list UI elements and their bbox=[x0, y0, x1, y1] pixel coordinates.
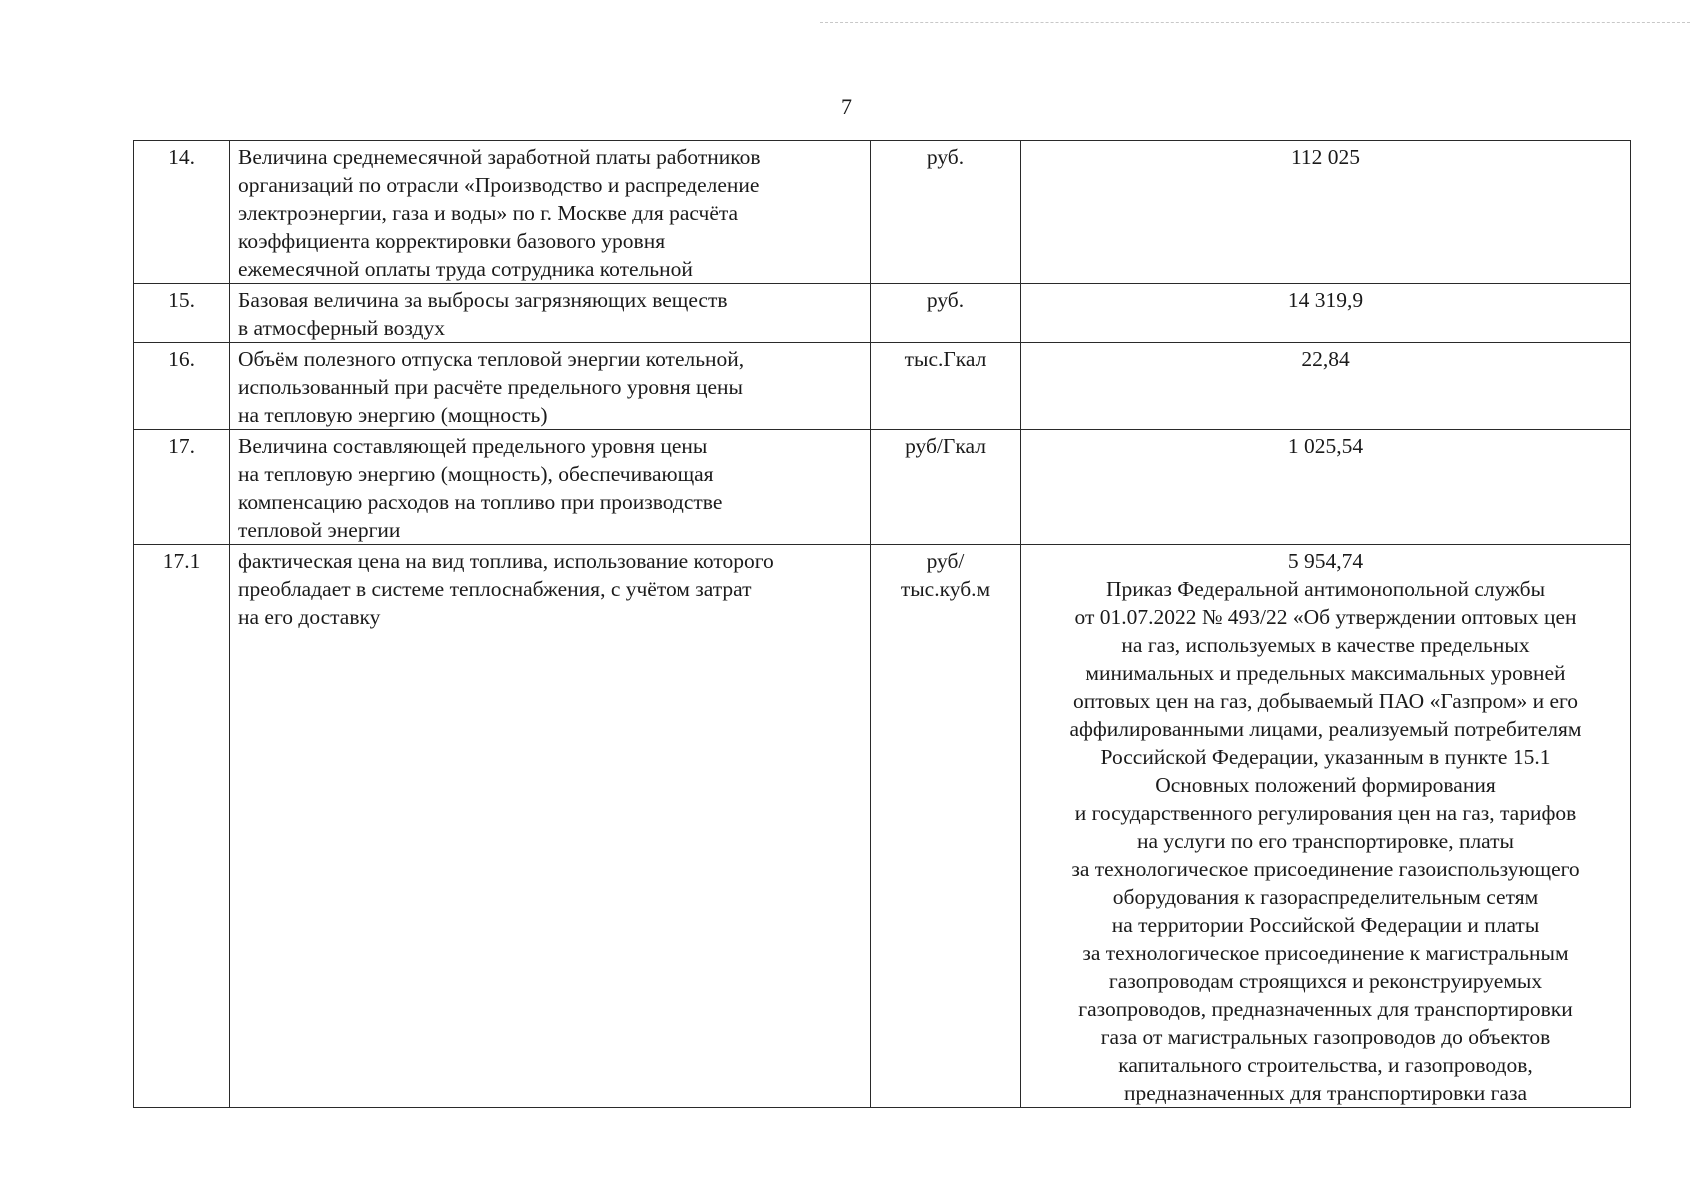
table-row bbox=[134, 545, 1631, 1108]
row-unit-line: руб. bbox=[926, 288, 965, 312]
row-value-line: 1 025,54 bbox=[1287, 434, 1364, 458]
row-unit bbox=[871, 284, 1021, 343]
table-row bbox=[134, 284, 1631, 343]
row-value-line: предназначенных для транспортировки газа bbox=[1123, 1081, 1528, 1105]
row-value-line: Основных положений формирования bbox=[1155, 773, 1496, 797]
row-unit bbox=[871, 545, 1021, 1108]
row-description-line: использованный при расчёте предельного уровня цены bbox=[238, 375, 743, 399]
row-value bbox=[1021, 343, 1631, 430]
row-unit bbox=[871, 141, 1021, 284]
row-unit-line: руб. bbox=[926, 145, 965, 169]
row-description-line: Величина составляющей предельного уровня цены bbox=[238, 434, 708, 458]
row-value-line: капитального строительства, и газопроводов, bbox=[1118, 1053, 1533, 1077]
row-value-line: газа от магистральных газопроводов до объектов bbox=[1100, 1025, 1551, 1049]
table-row bbox=[134, 343, 1631, 430]
row-value bbox=[1021, 430, 1631, 545]
row-description-line: на тепловую энергию (мощность), обеспечивающая bbox=[238, 462, 714, 486]
row-description-line: коэффициента корректировки базового уровня bbox=[238, 229, 666, 253]
row-description-line: в атмосферный воздух bbox=[238, 316, 445, 340]
table-body bbox=[134, 141, 1631, 1108]
row-value bbox=[1021, 545, 1631, 1108]
row-description-line: на его доставку bbox=[238, 605, 381, 629]
page-number: 7 bbox=[841, 94, 852, 119]
row-description-line: Величина среднемесячной заработной платы работников bbox=[238, 145, 761, 169]
row-description-line: компенсацию расходов на топливо при производстве bbox=[238, 490, 723, 514]
row-unit bbox=[871, 343, 1021, 430]
row-description bbox=[230, 141, 871, 284]
row-unit-line: руб/ bbox=[926, 549, 965, 573]
row-value-line: Российской Федерации, указанным в пункте 15.1 bbox=[1100, 745, 1551, 769]
row-description-line: ежемесячной оплаты труда сотрудника котельной bbox=[238, 257, 693, 281]
row-value bbox=[1021, 141, 1631, 284]
row-description bbox=[230, 284, 871, 343]
row-value-line: газопроводам строящихся и реконструируемых bbox=[1108, 969, 1543, 993]
row-description bbox=[230, 545, 871, 1108]
row-description bbox=[230, 343, 871, 430]
row-description-line: электроэнергии, газа и воды» по г. Москве для расчёта bbox=[238, 201, 739, 225]
row-value-line: на услуги по его транспортировке, платы bbox=[1136, 829, 1515, 853]
row-description-line: организаций по отрасли «Производство и распределение bbox=[238, 173, 760, 197]
row-value-line: оптовых цен на газ, добываемый ПАО «Газпром» и его bbox=[1072, 689, 1579, 713]
row-number: 17. bbox=[134, 430, 230, 545]
row-value-line: минимальных и предельных максимальных уровней bbox=[1085, 661, 1566, 685]
row-value-line: на территории Российской Федерации и платы bbox=[1111, 913, 1540, 937]
row-value-line: 22,84 bbox=[1301, 347, 1350, 371]
row-value-line: аффилированными лицами, реализуемый потребителям bbox=[1069, 717, 1582, 741]
row-description-line: Объём полезного отпуска тепловой энергии котельной, bbox=[238, 347, 745, 371]
row-value-line: 14 319,9 bbox=[1287, 288, 1364, 312]
row-description-line: фактическая цена на вид топлива, использование которого bbox=[238, 549, 774, 573]
table-row bbox=[134, 141, 1631, 284]
row-description-line: тепловой энергии bbox=[238, 518, 401, 542]
row-number: 14. bbox=[134, 141, 230, 284]
row-number: 15. bbox=[134, 284, 230, 343]
row-number: 16. bbox=[134, 343, 230, 430]
row-unit-line: руб/Гкал bbox=[905, 434, 986, 458]
row-value-line: и государственного регулирования цен на газ, тарифов bbox=[1074, 801, 1577, 825]
row-value-line: за технологическое присоединение газоиспользующего bbox=[1071, 857, 1580, 881]
row-value-line: Приказ Федеральной антимонопольной службы bbox=[1105, 577, 1546, 601]
parameters-table bbox=[133, 140, 1631, 1108]
row-value-line: газопроводов, предназначенных для транспортировки bbox=[1078, 997, 1573, 1021]
row-number: 17.1 bbox=[134, 545, 230, 1108]
scan-top-rule bbox=[820, 22, 1690, 23]
row-value-line: за технологическое присоединение к магистральным bbox=[1082, 941, 1569, 965]
row-value-line: оборудования к газораспределительным сетям bbox=[1112, 885, 1539, 909]
row-description-line: преобладает в системе теплоснабжения, с учётом затрат bbox=[238, 577, 752, 601]
row-value bbox=[1021, 284, 1631, 343]
row-unit-line: тыс.куб.м bbox=[900, 577, 991, 601]
row-description bbox=[230, 430, 871, 545]
row-value-line: от 01.07.2022 № 493/22 «Об утверждении оптовых цен bbox=[1074, 605, 1577, 629]
row-description-line: на тепловую энергию (мощность) bbox=[238, 403, 548, 427]
row-unit-line: тыс.Гкал bbox=[904, 347, 987, 371]
row-value-line: 5 954,74 bbox=[1287, 549, 1364, 573]
row-value-line: 112 025 bbox=[1290, 145, 1361, 169]
row-value-line: на газ, используемых в качестве предельных bbox=[1121, 633, 1530, 657]
row-unit bbox=[871, 430, 1021, 545]
row-description-line: Базовая величина за выбросы загрязняющих веществ bbox=[238, 288, 728, 312]
table-row bbox=[134, 430, 1631, 545]
